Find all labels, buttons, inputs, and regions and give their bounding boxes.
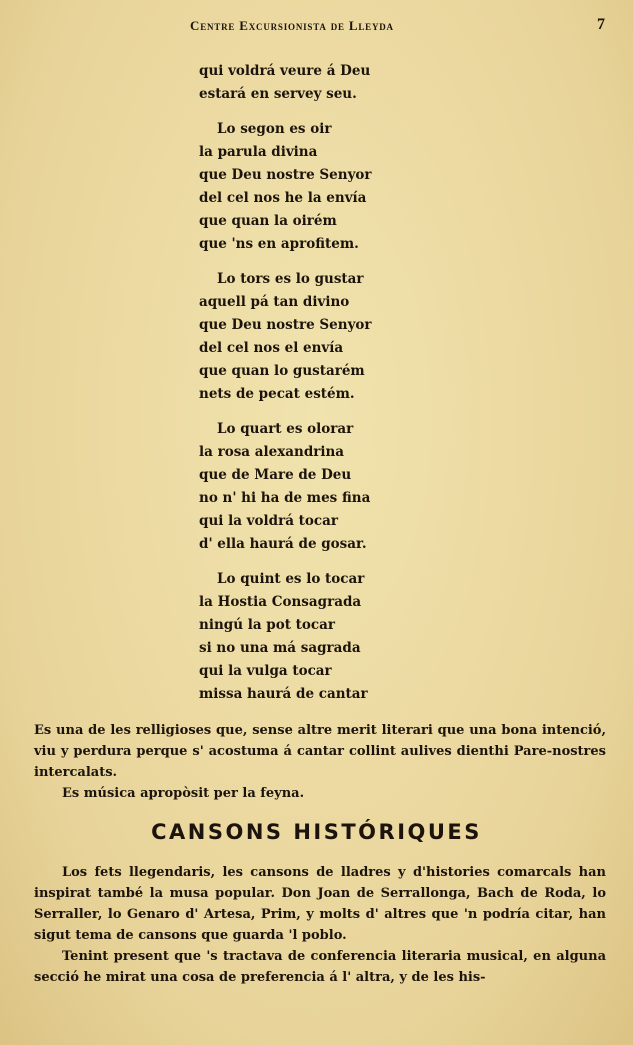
commentary-paragraph: Es música apropòsit per la feyna. — [62, 786, 305, 801]
poem-line: Lo quart es olorar — [217, 421, 354, 437]
poem-line: que 'ns en aprofitem. — [199, 236, 359, 252]
poem-line: missa haurá de cantar — [199, 686, 368, 702]
poem-line: no n' hi ha de mes fina — [199, 490, 371, 506]
poem-line: la parula divina — [199, 144, 318, 160]
poem-line: Lo quint es lo tocar — [217, 571, 365, 587]
poem-line: qui la vulga tocar — [199, 663, 332, 679]
poem-line: que de Mare de Deu — [199, 467, 352, 483]
poem-line: si no una má sagrada — [199, 640, 361, 656]
poem-line: aquell pá tan divino — [199, 294, 350, 310]
running-title: Centre Excursionista de Lleyda — [190, 18, 394, 33]
poem-line: que Deu nostre Senyor — [199, 167, 372, 183]
body-paragraph: Tenint present que 's tractava de conferencia literaria musical, en alguna secció he mirat una cosa de preferencia á l' altra, y de les his- — [34, 949, 606, 985]
poem-line: ningú la pot tocar — [199, 617, 335, 633]
poem-line: que Deu nostre Senyor — [199, 317, 372, 333]
poem-line: qui la voldrá tocar — [199, 513, 338, 529]
poem — [199, 60, 579, 718]
stanza-2 — [199, 118, 579, 256]
stanza-4 — [199, 418, 579, 556]
stanza-1 — [199, 60, 579, 106]
body-paragraph: Los fets llegendaris, les cansons de lladres y d'histories comarcals han inspirat també la musa popular. Don Joan de Serrallonga, Bach de Roda, lo Serraller, lo Genaro d' Artesa, Prim, y molts d' altres que 'n podría citar, han sigut tema de cansons que guarda 'l poblo. — [34, 865, 606, 943]
poem-line: d' ella haurá de gosar. — [199, 536, 367, 552]
poem-line: nets de pecat estém. — [199, 386, 355, 402]
section-body — [34, 862, 606, 988]
stanza-3 — [199, 268, 579, 406]
poem-line: la Hostia Consagrada — [199, 594, 362, 610]
commentary — [34, 720, 606, 804]
poem-line: Lo segon es oir — [217, 121, 332, 137]
page-number: 7 — [597, 16, 605, 33]
poem-line: que quan la oirém — [199, 213, 337, 229]
poem-line: del cel nos el envía — [199, 340, 344, 356]
poem-line: qui voldrá veure á Deu — [199, 63, 371, 79]
poem-line: que quan lo gustarém — [199, 363, 365, 379]
poem-line: la rosa alexandrina — [199, 444, 345, 460]
poem-line: estará en servey seu. — [199, 86, 357, 102]
commentary-paragraph: Es una de les relligioses que, sense altre merit literari que una bona intenció, viu y perdura perque s' acostuma á cantar collint aulives dienthi Pare-nostres intercalats. — [34, 723, 606, 780]
stanza-5 — [199, 568, 579, 706]
poem-line: del cel nos he la envía — [199, 190, 367, 206]
section-heading: CANSONS HISTÓRIQUES — [151, 820, 482, 844]
poem-line: Lo tors es lo gustar — [217, 271, 364, 287]
